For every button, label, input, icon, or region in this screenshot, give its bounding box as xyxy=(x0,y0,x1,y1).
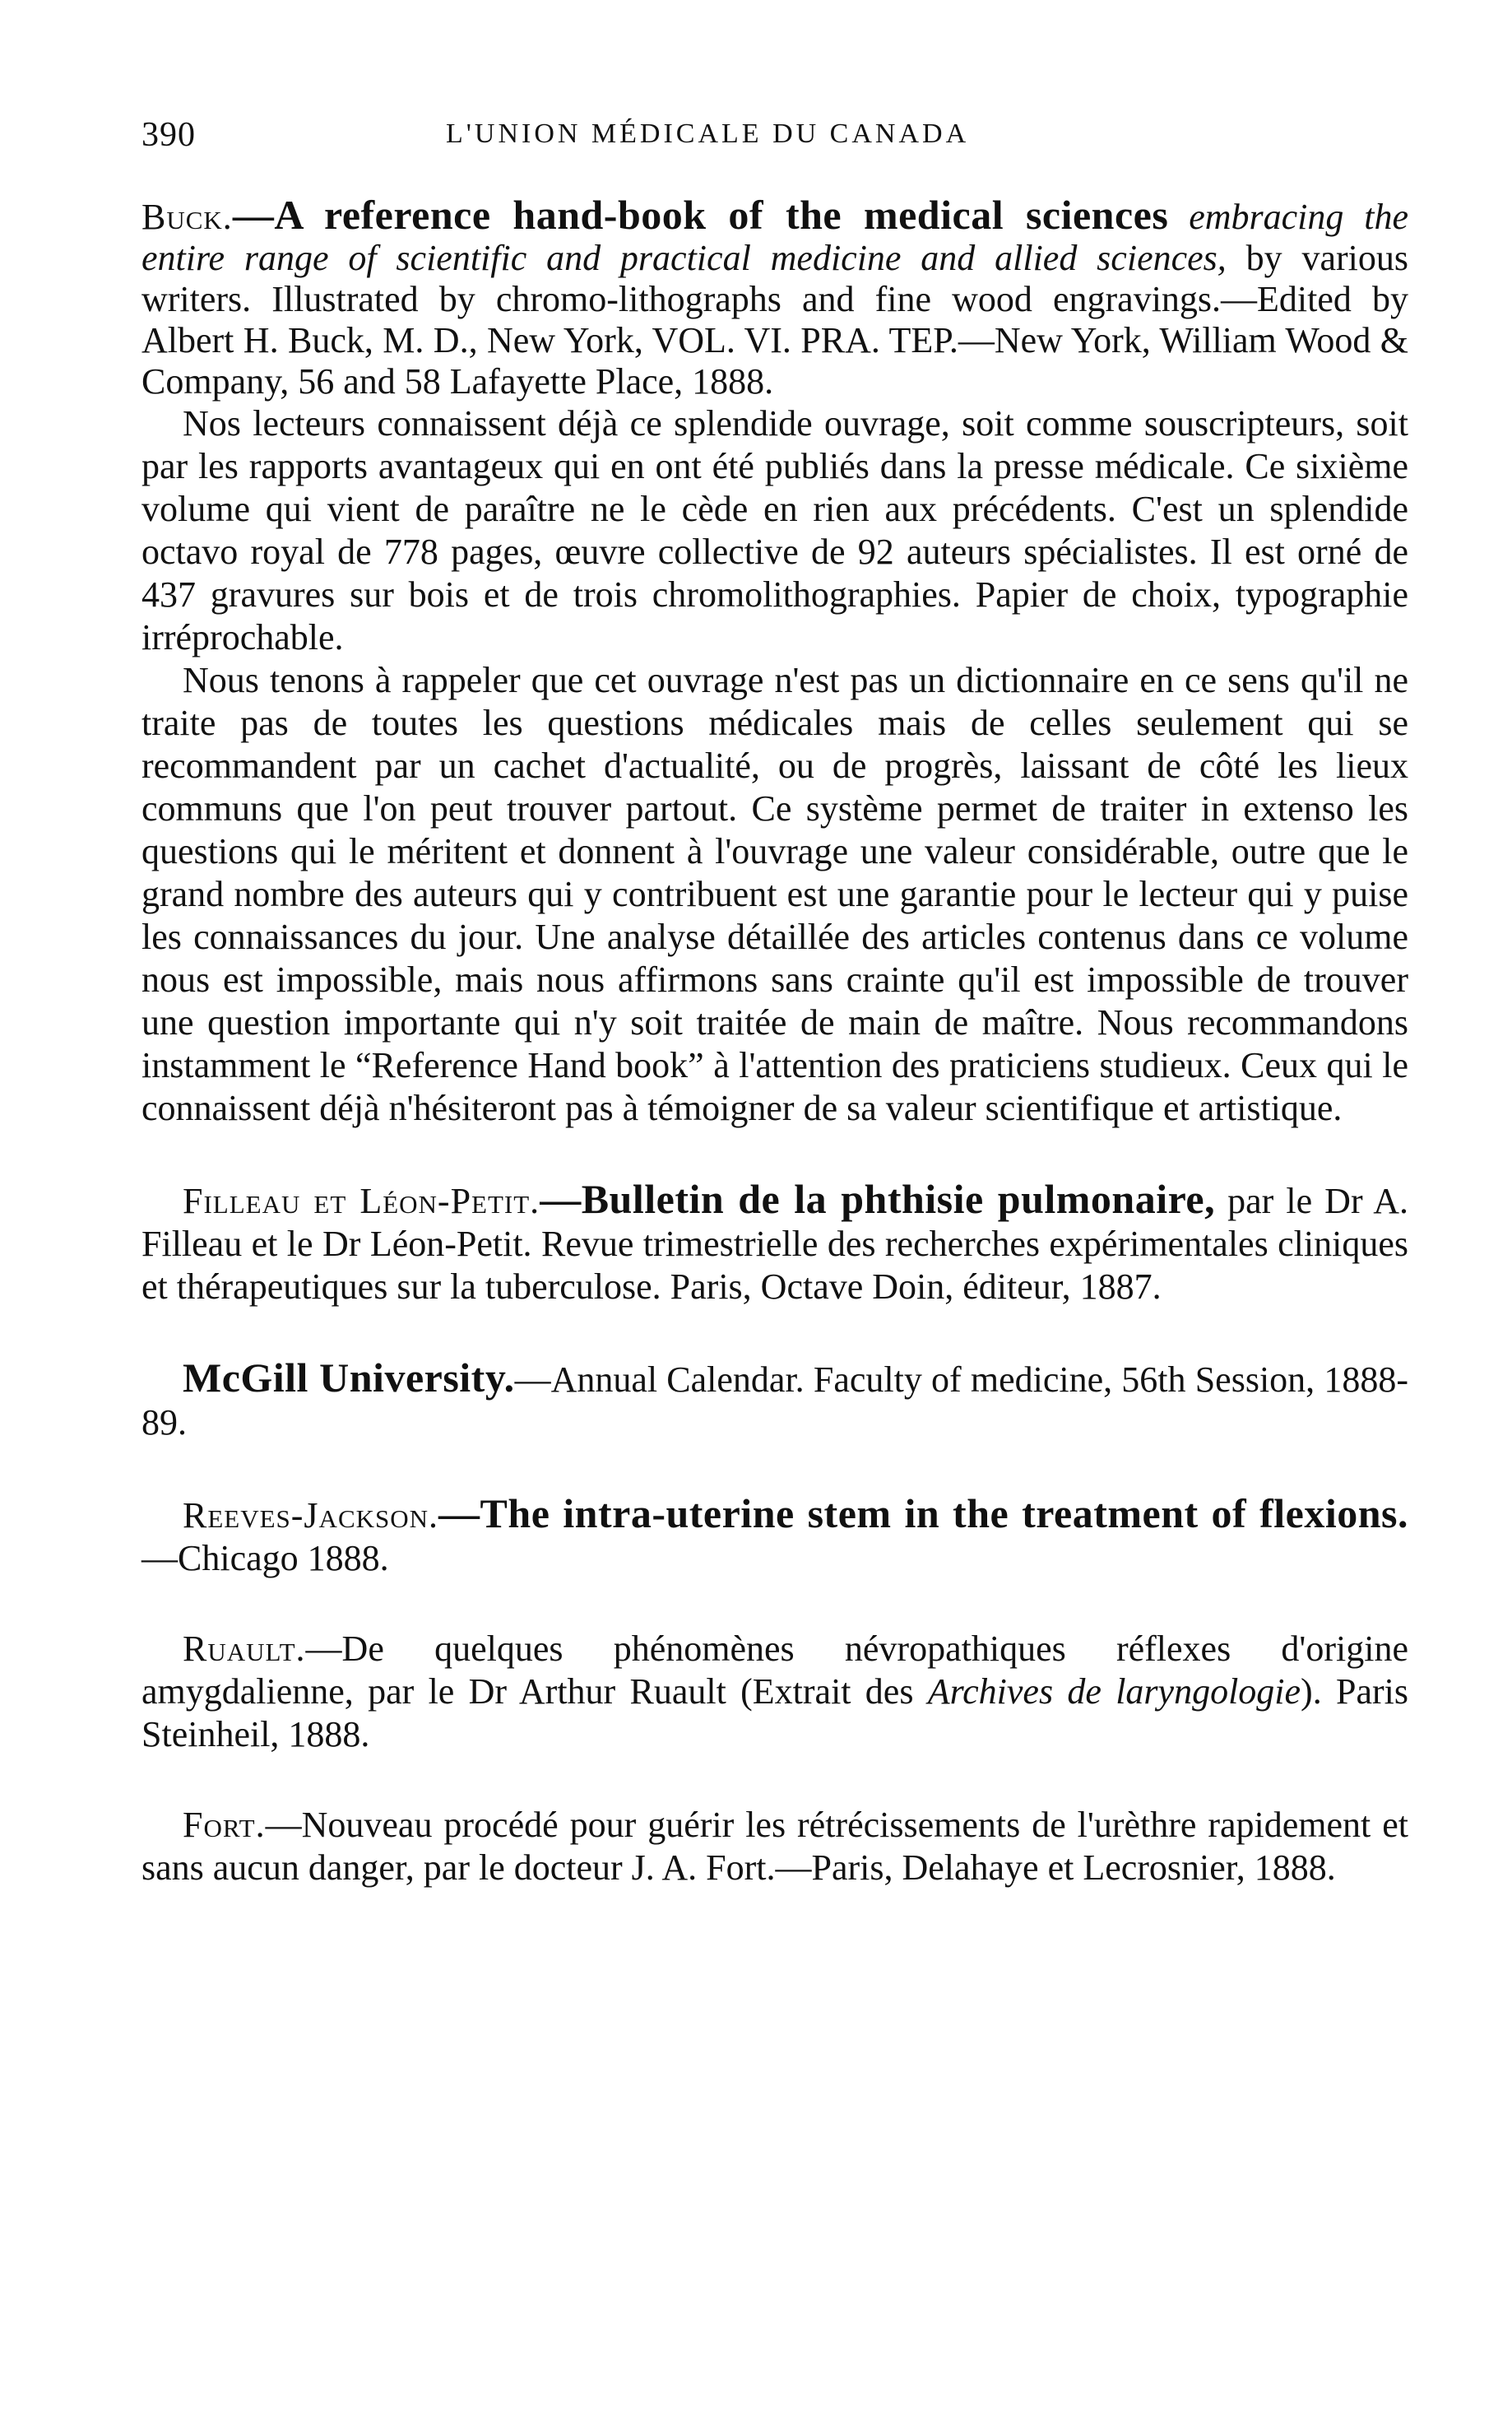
entry-text: —Annual Calendar. Faculty of medicine, 56th Session, 1888-89. xyxy=(141,1359,1409,1443)
entry-author: Filleau et Léon-Petit. xyxy=(183,1181,540,1221)
entry-text: —Nouveau procédé pour guérir les rétrécissements de l'urèthre rapidement et sans aucun danger, par le docteur J. A. Fort.—Paris, Delahaye et Lecrosnier, 1888. xyxy=(141,1805,1408,1888)
review-entry-ruault xyxy=(141,1628,1408,1756)
review-entry-fort xyxy=(141,1804,1408,1889)
review-entry-buck xyxy=(141,194,1408,1130)
review-entry-filleau xyxy=(141,1178,1408,1308)
entry-text: —De quelques phénomènes névropathiques réflexes d'origine amygdalienne, par le Dr Arthur Ruault (Extrait des xyxy=(141,1629,1408,1712)
entry-subtitle: embracing the entire range of scientific and practical medicine and allied sciences, xyxy=(141,197,1408,278)
entry-paragraph xyxy=(141,1178,1408,1308)
entry-paragraph xyxy=(141,1628,1408,1756)
entry-author: Fort. xyxy=(183,1805,266,1845)
page-number: 390 xyxy=(141,116,196,154)
entry-author: Reeves-Jackson. xyxy=(183,1495,439,1536)
entry-paragraph xyxy=(141,1804,1408,1889)
review-entry-reeves-jackson xyxy=(141,1492,1408,1580)
review-paragraph: Nos lecteurs connaissent déjà ce splendide ouvrage, soit comme souscripteurs, soit par les rapports avantageux qui en ont été publiés dans la presse médicale. Ce sixième volume qui vient de paraître ne le cède en rien aux précédents. C'est un splendide octavo royal de 778 pages, œuvre collective de 92 auteurs spécialistes. Il est orné de 437 gravures sur bois et de trois chromolithographies. Papier de choix, typographie irréprochable. xyxy=(141,403,1408,657)
entry-journal-title: Archives de laryngologie xyxy=(927,1671,1301,1712)
entry-text: par le Dr A. Filleau et le Dr Léon-Petit. Revue trimestrielle des recherches expérimentales cliniques et thérapeutiques sur la tuberculose. Paris, Octave Doin, éditeur, 1887. xyxy=(141,1181,1408,1307)
entry-heading xyxy=(141,194,1408,402)
entry-title: —The intra-uterine stem in the treatment of flexions. xyxy=(438,1490,1408,1536)
review-paragraph: Nous tenons à rappeler que cet ouvrage n'est pas un dictionnaire en ce sens qu'il ne traite pas de toutes les questions médicales mais de celles seulement qui se recommandent par un cachet d'actualité, ou de progrès, laissant de côté les lieux communs que l'on peut trouver partout. Ce système permet de traiter in extenso les questions qui le méritent et donnent à l'ouvrage une valeur considérable, outre que le grand nombre des auteurs qui y contribuent est une garantie pour le lecteur qui y puise les connaissances du jour. Une analyse détaillée des articles contenus dans ce volume nous est impossible, mais nous affirmons sans crainte qu'il est impossible de trouver une question importante qui n'y soit traitée de main de maître. Nous recommandons instamment le “Reference Hand book” à l'attention des praticiens studieux. Ceux qui le connaissent déjà n'hésiteront pas à témoigner de sa valeur scientifique et artistique. xyxy=(141,660,1408,1128)
entry-author: Buck. xyxy=(141,197,233,237)
journal-title: L'UNION MÉDICALE DU CANADA xyxy=(446,118,970,149)
entry-title: —A reference hand-book of the medical sciences xyxy=(232,192,1169,238)
entry-title: —Bulletin de la phthisie pulmonaire, xyxy=(540,1176,1216,1222)
entry-paragraph xyxy=(141,1356,1408,1444)
review-entry-mcgill xyxy=(141,1356,1408,1444)
reviews-column xyxy=(141,194,1408,1889)
entry-author: Ruault. xyxy=(183,1629,306,1669)
entry-text: —Chicago 1888. xyxy=(141,1538,389,1578)
running-head xyxy=(141,115,1408,156)
entry-title: McGill University. xyxy=(183,1354,515,1401)
entry-text: ). Paris Steinheil, 1888. xyxy=(141,1671,1408,1754)
entry-paragraph xyxy=(141,1492,1408,1580)
entry-description: by various writers. Illustrated by chromo-lithographs and fine wood engravings.—Edited by Albert H. Buck, M. D., New York, VOL. VI. PRA. TEP.—New York, William Wood & Company, 56 and 58 Lafayette Place, 1888. xyxy=(141,238,1409,402)
